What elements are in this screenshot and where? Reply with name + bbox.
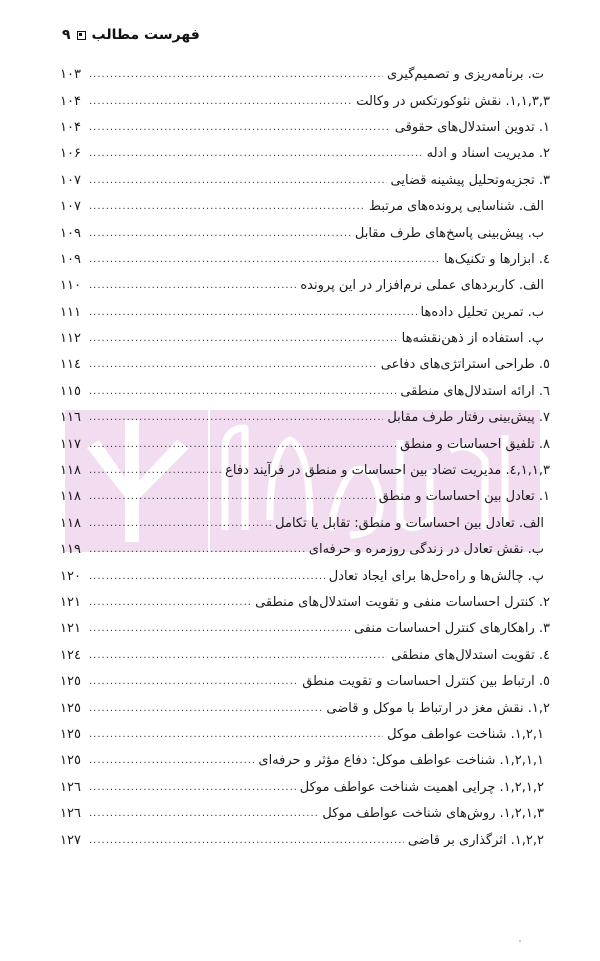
dot-leader [89, 221, 351, 247]
toc-entry-title: ۱,۱,۳,۳. نقش نئوکورتکس در وکالت [356, 93, 550, 109]
toc-entry[interactable] [60, 748, 550, 774]
toc-entry[interactable] [60, 695, 550, 721]
toc-entry[interactable] [60, 220, 550, 246]
toc-entry[interactable] [60, 616, 550, 642]
toc-entry-page: ۱۱٦ [60, 410, 81, 426]
toc-entry-title: ۱,۲. نقش مغز در ارتباط با موکل و قاضی [326, 700, 550, 716]
toc-entry-title: ۱,۲,۱,۲. چرایی اهمیت شناخت عواطف موکل [299, 779, 544, 795]
dot-leader [89, 89, 352, 115]
toc-entry-title: الف. شناسایی پرونده‌های مرتبط [369, 199, 544, 215]
toc-entry-page: ۱۲٥ [60, 753, 81, 769]
toc-entry-page: ۱۲٥ [60, 700, 81, 716]
toc-entry-page: ۱۱۸ [60, 463, 81, 479]
dot-leader [89, 247, 440, 273]
dot-leader [89, 564, 325, 590]
toc-entry-title: ۳. راهکارهای کنترل احساسات منفی [353, 621, 550, 637]
toc-entry-page: ۱۰۷ [60, 199, 81, 215]
toc-entry-title: پ. استفاده از ذهن‌نقشه‌ها [401, 331, 544, 347]
toc-entry-page: ۱۱٤ [60, 357, 81, 373]
toc-entry-page: ۱۲۷ [60, 832, 81, 848]
header-title: فهرست مطالب [91, 27, 200, 43]
toc-entry[interactable] [60, 801, 550, 827]
toc-entry[interactable] [60, 669, 550, 695]
toc-entry-page: ۱۲۱ [60, 621, 81, 637]
toc-entry[interactable] [60, 352, 550, 378]
toc-entry[interactable] [60, 300, 550, 326]
dot-leader [89, 62, 383, 88]
toc-entry-page: ۱۱۸ [60, 489, 81, 505]
toc-entry-page: ۱۱۸ [60, 515, 81, 531]
toc-entry-page: ۱۰۴ [60, 93, 81, 109]
toc-entry[interactable] [60, 643, 550, 669]
toc-entry-title: ٦. ارائه استدلال‌های منطقی [400, 383, 550, 399]
toc-entry-title: ۱,۲,۱,۳. روش‌های شناخت عواطف موکل [322, 806, 544, 822]
toc-entry[interactable] [60, 722, 550, 748]
toc-entry-title: ت. برنامه‌ریزی و تصمیم‌گیری [386, 67, 544, 83]
toc-entry-title: ٤. تقویت استدلال‌های منطقی [391, 647, 550, 663]
toc-entry[interactable] [60, 88, 550, 114]
toc-entry[interactable] [60, 194, 550, 220]
dot-leader [89, 458, 221, 484]
toc-entry[interactable] [60, 590, 550, 616]
toc-entry[interactable] [60, 511, 550, 537]
toc-entry-page: ۱۱۲ [60, 331, 81, 347]
dot-leader [89, 194, 365, 220]
dot-leader [89, 115, 391, 141]
boxed-square-icon [77, 31, 86, 40]
toc-entry-page: ۱۲٥ [60, 726, 81, 742]
dot-leader [89, 141, 423, 167]
toc-entry-page: ۱۱۹ [60, 542, 81, 558]
toc-entry[interactable] [60, 273, 550, 299]
toc-entry-title: ٤. ابزارها و تکنیک‌ها [444, 251, 550, 267]
header-page-number: ۹ [62, 27, 71, 43]
toc-entry-title: ب. نقش تعادل در زندگی روزمره و حرفه‌ای [308, 542, 544, 558]
dot-leader [89, 669, 298, 695]
toc-entry[interactable] [60, 168, 550, 194]
toc-entry-page: ۱۲٦ [60, 806, 81, 822]
toc-entry[interactable] [60, 563, 550, 589]
dot-leader [89, 696, 322, 722]
toc-entry-title: ۷. پیش‌بینی رفتار طرف مقابل [387, 410, 550, 426]
toc-entry-page: ۱۲٦ [60, 779, 81, 795]
toc-entry[interactable] [60, 827, 550, 853]
toc-entry[interactable] [60, 537, 550, 563]
toc-entry-page: ۱۰۹ [60, 225, 81, 241]
toc-entry-page: ۱۱۷ [60, 436, 81, 452]
toc-entry-page: ۱۱۱ [60, 304, 81, 320]
toc-entry-page: ۱۲۱ [60, 595, 81, 610]
toc-entry-title: ب. تمرین تحلیل داده‌ها [420, 304, 544, 320]
toc-entry-title: ۱,۲,۲. اثرگذاری بر قاضی [407, 832, 544, 848]
toc-entry[interactable] [60, 458, 550, 484]
toc-entry-title: ب. پیش‌بینی پاسخ‌های طرف مقابل [354, 225, 544, 241]
toc-entry[interactable] [60, 405, 550, 431]
toc-entry-page: ۱۰۶ [60, 146, 81, 162]
page-header [62, 24, 200, 46]
toc-entry-page: ۱۰۴ [60, 119, 81, 135]
dot-leader [89, 722, 383, 748]
dot-leader [89, 590, 251, 616]
dot-leader [89, 801, 318, 827]
dot-leader [89, 775, 296, 801]
toc-entry-page: ۱۱۰ [60, 278, 81, 294]
toc-entry[interactable] [60, 115, 550, 141]
dot-leader [89, 511, 271, 537]
scan-speck [519, 940, 521, 942]
toc-entry[interactable] [60, 431, 550, 457]
toc-entry-title: ٥. ارتباط بین کنترل احساسات و تقویت منطق [302, 674, 550, 690]
table-of-contents [60, 62, 550, 854]
dot-leader [89, 537, 305, 563]
dot-leader [89, 828, 404, 854]
toc-entry-title: ۲. مدیریت اسناد و ادله [426, 146, 550, 162]
toc-entry-title: الف. کاربردهای عملی نرم‌افزار در این پرونده [300, 278, 544, 294]
toc-entry-title: ۸. تلفیق احساسات و منطق [400, 436, 550, 452]
toc-entry[interactable] [60, 62, 550, 88]
toc-entry[interactable] [60, 247, 550, 273]
dot-leader [89, 326, 398, 352]
dot-leader [89, 643, 387, 669]
dot-leader [89, 405, 383, 431]
toc-entry[interactable] [60, 775, 550, 801]
toc-entry-title: ۱,۲,۱. شناخت عواطف موکل [387, 726, 544, 742]
dot-leader [89, 300, 417, 326]
toc-entry[interactable] [60, 141, 550, 167]
toc-entry-page: ۱۲٤ [60, 647, 81, 663]
toc-entry-title: الف. تعادل بین احساسات و منطق: تقابل یا تکامل [275, 515, 544, 531]
toc-entry-page: ۱۱٥ [60, 383, 81, 399]
toc-entry-page: ۱۰۹ [60, 251, 81, 267]
toc-entry[interactable] [60, 326, 550, 352]
toc-entry-page: ۱۰۳ [60, 67, 81, 83]
toc-entry-title: ۱,۲,۱,۱. شناخت عواطف موکل: دفاع مؤثر و حرفه‌ای [258, 753, 544, 769]
toc-entry-page: ۱۲۰ [60, 568, 81, 584]
dot-leader [89, 273, 296, 299]
toc-entry-page: ۱۰۷ [60, 172, 81, 188]
toc-entry-title: ۲. کنترل احساسات منفی و تقویت استدلال‌های منطقی [255, 595, 550, 610]
toc-entry-page: ۱۲٥ [60, 674, 81, 690]
dot-leader [89, 352, 377, 378]
dot-leader [89, 616, 350, 642]
toc-entry-title: پ. چالش‌ها و راه‌حل‌ها برای ایجاد تعادل [328, 568, 544, 584]
dot-leader [89, 484, 375, 510]
toc-entry-title: ۳. تجزیه‌وتحلیل پیشینه قضایی [390, 172, 550, 188]
toc-entry[interactable] [60, 484, 550, 510]
toc-entry-title: ۱. تدوین استدلال‌های حقوقی [394, 119, 550, 135]
toc-entry[interactable] [60, 379, 550, 405]
dot-leader [89, 168, 387, 194]
toc-entry-title: ٥. طراحی استراتژی‌های دفاعی [380, 357, 550, 373]
dot-leader [89, 432, 396, 458]
dot-leader [89, 379, 396, 405]
toc-entry-title: ۱. تعادل بین احساسات و منطق [378, 489, 550, 505]
toc-entry-title: ۱,۱,۳,٤. مدیریت تضاد بین احساسات و منطق در فرآیند دفاع [225, 463, 550, 479]
dot-leader [89, 748, 254, 774]
